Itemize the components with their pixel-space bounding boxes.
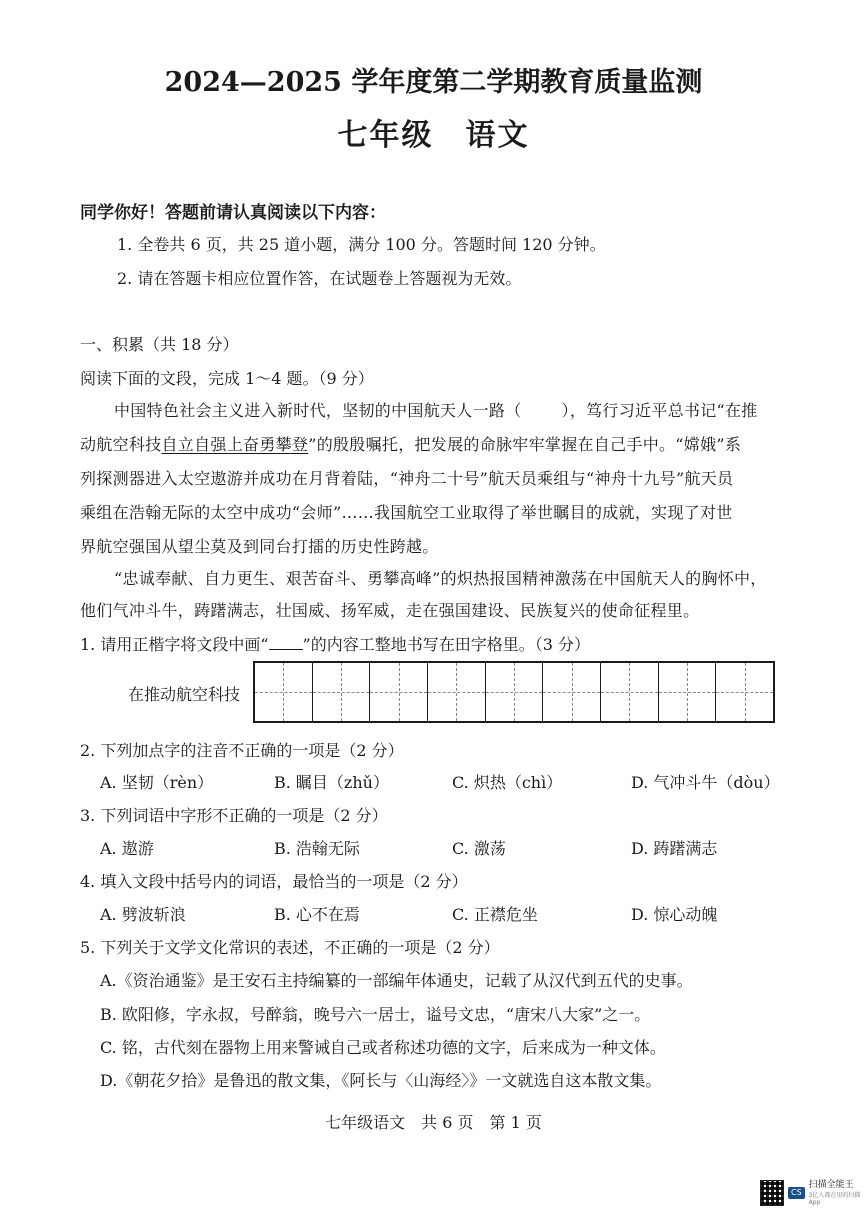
q3-option-d: D. 踌躇满志 [631,839,718,858]
passage-line-2 [80,432,741,455]
q5-option-a: A.《资治通鉴》是王安石主持编纂的一部编年体通史，记载了从汉代到五代的史事。 [100,971,693,990]
scanner-logo-icon: CS [788,1187,805,1199]
q4-option-c: C. 正襟危坐 [452,905,538,924]
q4-option-a: A. 劈波斩浪 [100,905,186,924]
passage-line-5: 界航空强国从望尘莫及到同台打擂的历史性跨越。 [80,537,439,556]
question-5-stem: 5. 下列关于文学文化常识的表述，不正确的一项是（2 分） [80,938,500,957]
notice-heading: 同学你好！答题前请认真阅读以下内容： [80,203,386,223]
grid-cell[interactable] [370,663,428,721]
notice-item-1: 1. 全卷共 6 页，共 25 道小题，满分 100 分。答题时间 120 分钟。 [117,235,606,254]
q5-option-d: D.《朝花夕拾》是鲁迅的散文集，《阿长与〈山海经〉》一文就选自这本散文集。 [100,1071,662,1090]
scanner-tagline: 3亿人都在用的扫描App [808,1192,861,1206]
question-3-stem: 3. 下列词语中字形不正确的一项是（2 分） [80,806,388,825]
exam-subtitle: 七年级 语文 [337,118,530,153]
qr-code-icon [760,1180,784,1206]
section-heading: 一、积累（共 18 分） [80,335,239,354]
notice-item-2: 2. 请在答题卡相应位置作答，在试题卷上答题视为无效。 [117,269,522,288]
question-1-stem-part-a: 1. 请用正楷字将文段中画“ [80,635,269,654]
question-4-stem: 4. 填入文段中括号内的词语，最恰当的一项是（2 分） [80,872,468,891]
underlined-phrase: 自立自强上奋勇攀登 [161,435,309,454]
passage-line-1-part-b: ），笃行习近平总书记“在推 [561,401,758,420]
scanner-name: 扫描全能王 [808,1180,854,1190]
q2-option-d: D. 气冲斗牛（dòu） [631,773,780,792]
passage-line-1-part-a: 中国特色社会主义进入新时代，坚韧的中国航天人一路（ [114,401,522,420]
q2-option-c: C. 炽热（chì） [452,773,563,792]
passage-line-1 [114,398,758,421]
passage-line-4: 乘组在浩翰无际的太空中成功“会师”……我国航空工业取得了举世瞩目的成就，实现了对世 [80,503,733,522]
grid-cell[interactable] [313,663,371,721]
exam-title: 2024—2025 学年度第二学期教育质量监测 [164,67,703,98]
grid-cell[interactable] [659,663,717,721]
tianzige-grid[interactable] [253,661,775,723]
grid-cell[interactable] [428,663,486,721]
question-1-stem [80,632,590,655]
q5-option-b: B. 欧阳修，字永叔，号醉翁，晚号六一居士，谥号文忠，“唐宋八大家”之一。 [100,1005,651,1024]
passage-line-7: 他们气冲斗牛，踌躇满志，壮国威、扬军威，走在强国建设、民族复兴的使命征程里。 [80,601,700,620]
grid-cell[interactable] [255,663,313,721]
passage-line-2-part-a: 动航空科技 [80,435,162,454]
passage-line-6: “忠诚奉献、自力更生、艰苦奋斗、勇攀高峰”的炽热报国精神激荡在中国航天人的胸怀中， [114,569,767,588]
grid-cell[interactable] [716,663,773,721]
page-footer: 七年级语文 共 6 页 第 1 页 [325,1113,542,1132]
q3-option-b: B. 浩翰无际 [274,839,360,858]
grid-prefix-label: 在推动航空科技 [128,685,241,704]
passage-line-3: 列探测器进入太空遨游并成功在月背着陆，“神舟二十号”航天员乘组与“神舟十九号”航天员 [80,469,734,488]
grid-cell[interactable] [543,663,601,721]
section-intro: 阅读下面的文段，完成 1～4 题。（9 分） [80,369,374,388]
q4-option-b: B. 心不在焉 [274,905,360,924]
q5-option-c: C. 铭，古代刻在器物上用来警诫自己或者称述功德的文字，后来成为一种文体。 [100,1038,666,1057]
grid-cell[interactable] [486,663,544,721]
question-1-stem-part-b: ”的内容工整地书写在田字格里。（3 分） [302,635,590,654]
q4-option-d: D. 惊心动魄 [631,905,718,924]
q2-option-b: B. 瞩目（zhǔ） [274,773,389,792]
question-2-stem: 2. 下列加点字的注音不正确的一项是（2 分） [80,741,404,760]
q2-option-a: A. 坚韧（rèn） [100,773,214,792]
q3-option-a: A. 遨游 [100,839,154,858]
underline-mark [269,635,303,650]
q3-option-c: C. 激荡 [452,839,506,858]
passage-line-2-part-b: ”的殷殷嘱托，把发展的命脉牢牢掌握在自己手中。“嫦娥”系 [308,435,742,454]
grid-cell[interactable] [601,663,659,721]
scanner-watermark [760,1180,867,1206]
